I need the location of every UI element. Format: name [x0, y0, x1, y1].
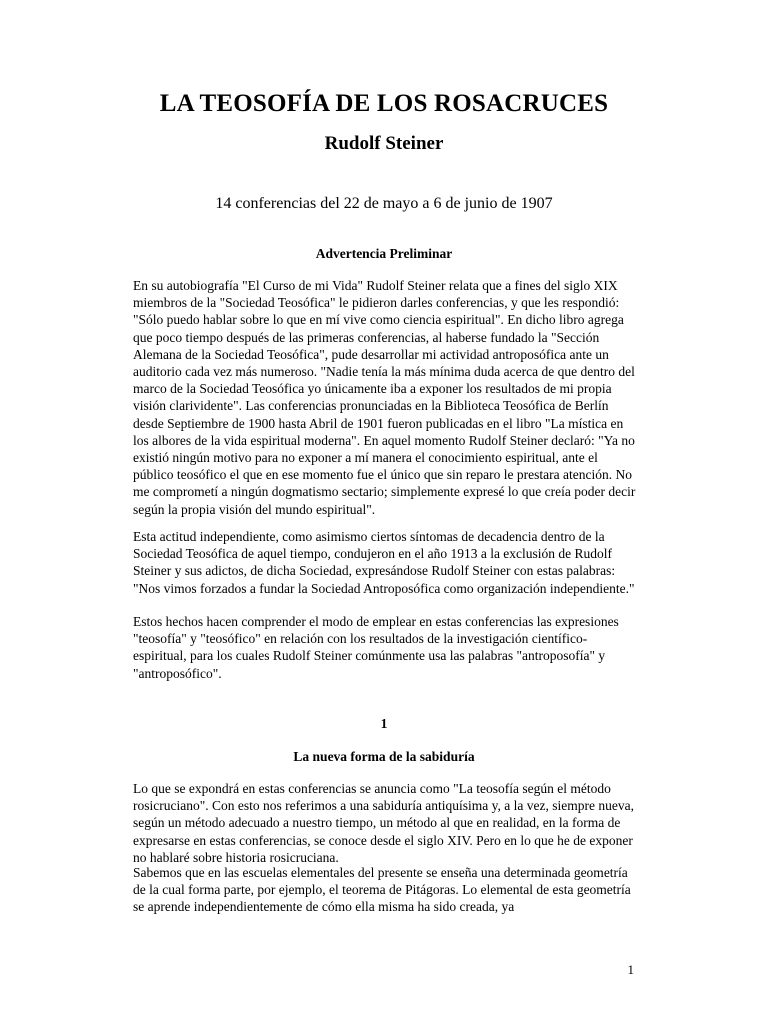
page-number: 1	[627, 962, 634, 977]
preface-paragraph: Estos hechos hacen comprender el modo de emplear en estas conferencias las expresiones "teosofía" y "teosófico" en relación con los resultados de la investigación científico-espiritual, para los cuales Rudolf Steiner comúnmente usa las palabras "antroposofía" y "antroposófico".	[133, 614, 619, 681]
preface-heading: Advertencia Preliminar	[315, 246, 453, 261]
chapter-number: 1	[380, 716, 388, 731]
chapter-paragraph: Sabemos que en las escuelas elementales del presente se enseña una determinada geometría de la cual forma parte, por ejemplo, el teorema de Pitágoras. Lo elemental de esta geometría se aprende independientemente de cómo ella misma ha sido creada, ya	[133, 865, 631, 915]
document-title: LA TEOSOFÍA DE LOS ROSACRUCES	[159, 90, 609, 117]
lecture-dates: 14 conferencias del 22 de mayo a 6 de junio de 1907	[215, 195, 553, 212]
preface-paragraph: En su autobiografía "El Curso de mi Vida" Rudolf Steiner relata que a fines del siglo XIX miembros de la "Sociedad Teosófica" le pidieron darles conferencias, y que les respondió: "Sólo puedo hablar sobre lo que en mí vive como ciencia espiritual". En dicho libro agrega que poco tiempo después de las primeras conferencias, al haberse fundado la "Sección Alemana de la Sociedad Teosófica", pude desarrollar mi actividad antroposófica ante un auditorio cada vez más numeroso. "Nadie tenía la más mínima duda acerca de que dentro del marco de la Sociedad Teosófica yo únicamente iba a exponer los resultados de mi propia visión clarividente". Las conferencias pronunciadas en la Biblioteca Teosófica de Berlín desde Septiembre de 1900 hasta Abril de 1901 fueron publicadas en el libro "La mística en los albores de la vida espiritual moderna". En aquel momento Rudolf Steiner declaró: "Ya no existió ningún motivo para no exponer a mí manera el conocimiento espiritual, ante el público teosófico el que en ese momento fue el único que sin reparo le prestara atención. No me comprometí a ningún dogmatismo sectario; simplemente expresé lo que creía poder decir según la propia visión del mundo espiritual".	[133, 278, 636, 517]
chapter-paragraph: Lo que se expondrá en estas conferencias se anuncia como "La teosofía según el método rosicruciano". Con esto nos referimos a una sabiduría antiquísima y, a la vez, siempre nueva, según un método adecuado a nuestro tiempo, un método al que en realidad, en la forma de expresarse en estas conferencias, se conoce desde el siglo XIV. Pero en lo que he de exponer no hablaré sobre historia rosicruciana.	[133, 781, 634, 865]
chapter-heading: La nueva forma de la sabiduría	[293, 749, 475, 764]
document-author: Rudolf Steiner	[324, 133, 444, 154]
preface-paragraph: Esta actitud independiente, como asimismo ciertos síntomas de decadencia dentro de la Sociedad Teosófica de aquel tiempo, condujeron en el año 1913 a la exclusión de Rudolf Steiner y sus adictos, de dicha Sociedad, expresándose Rudolf Steiner con estas palabras: "Nos vimos forzados a fundar la Sociedad Antroposófica como organización independiente."	[133, 529, 635, 596]
